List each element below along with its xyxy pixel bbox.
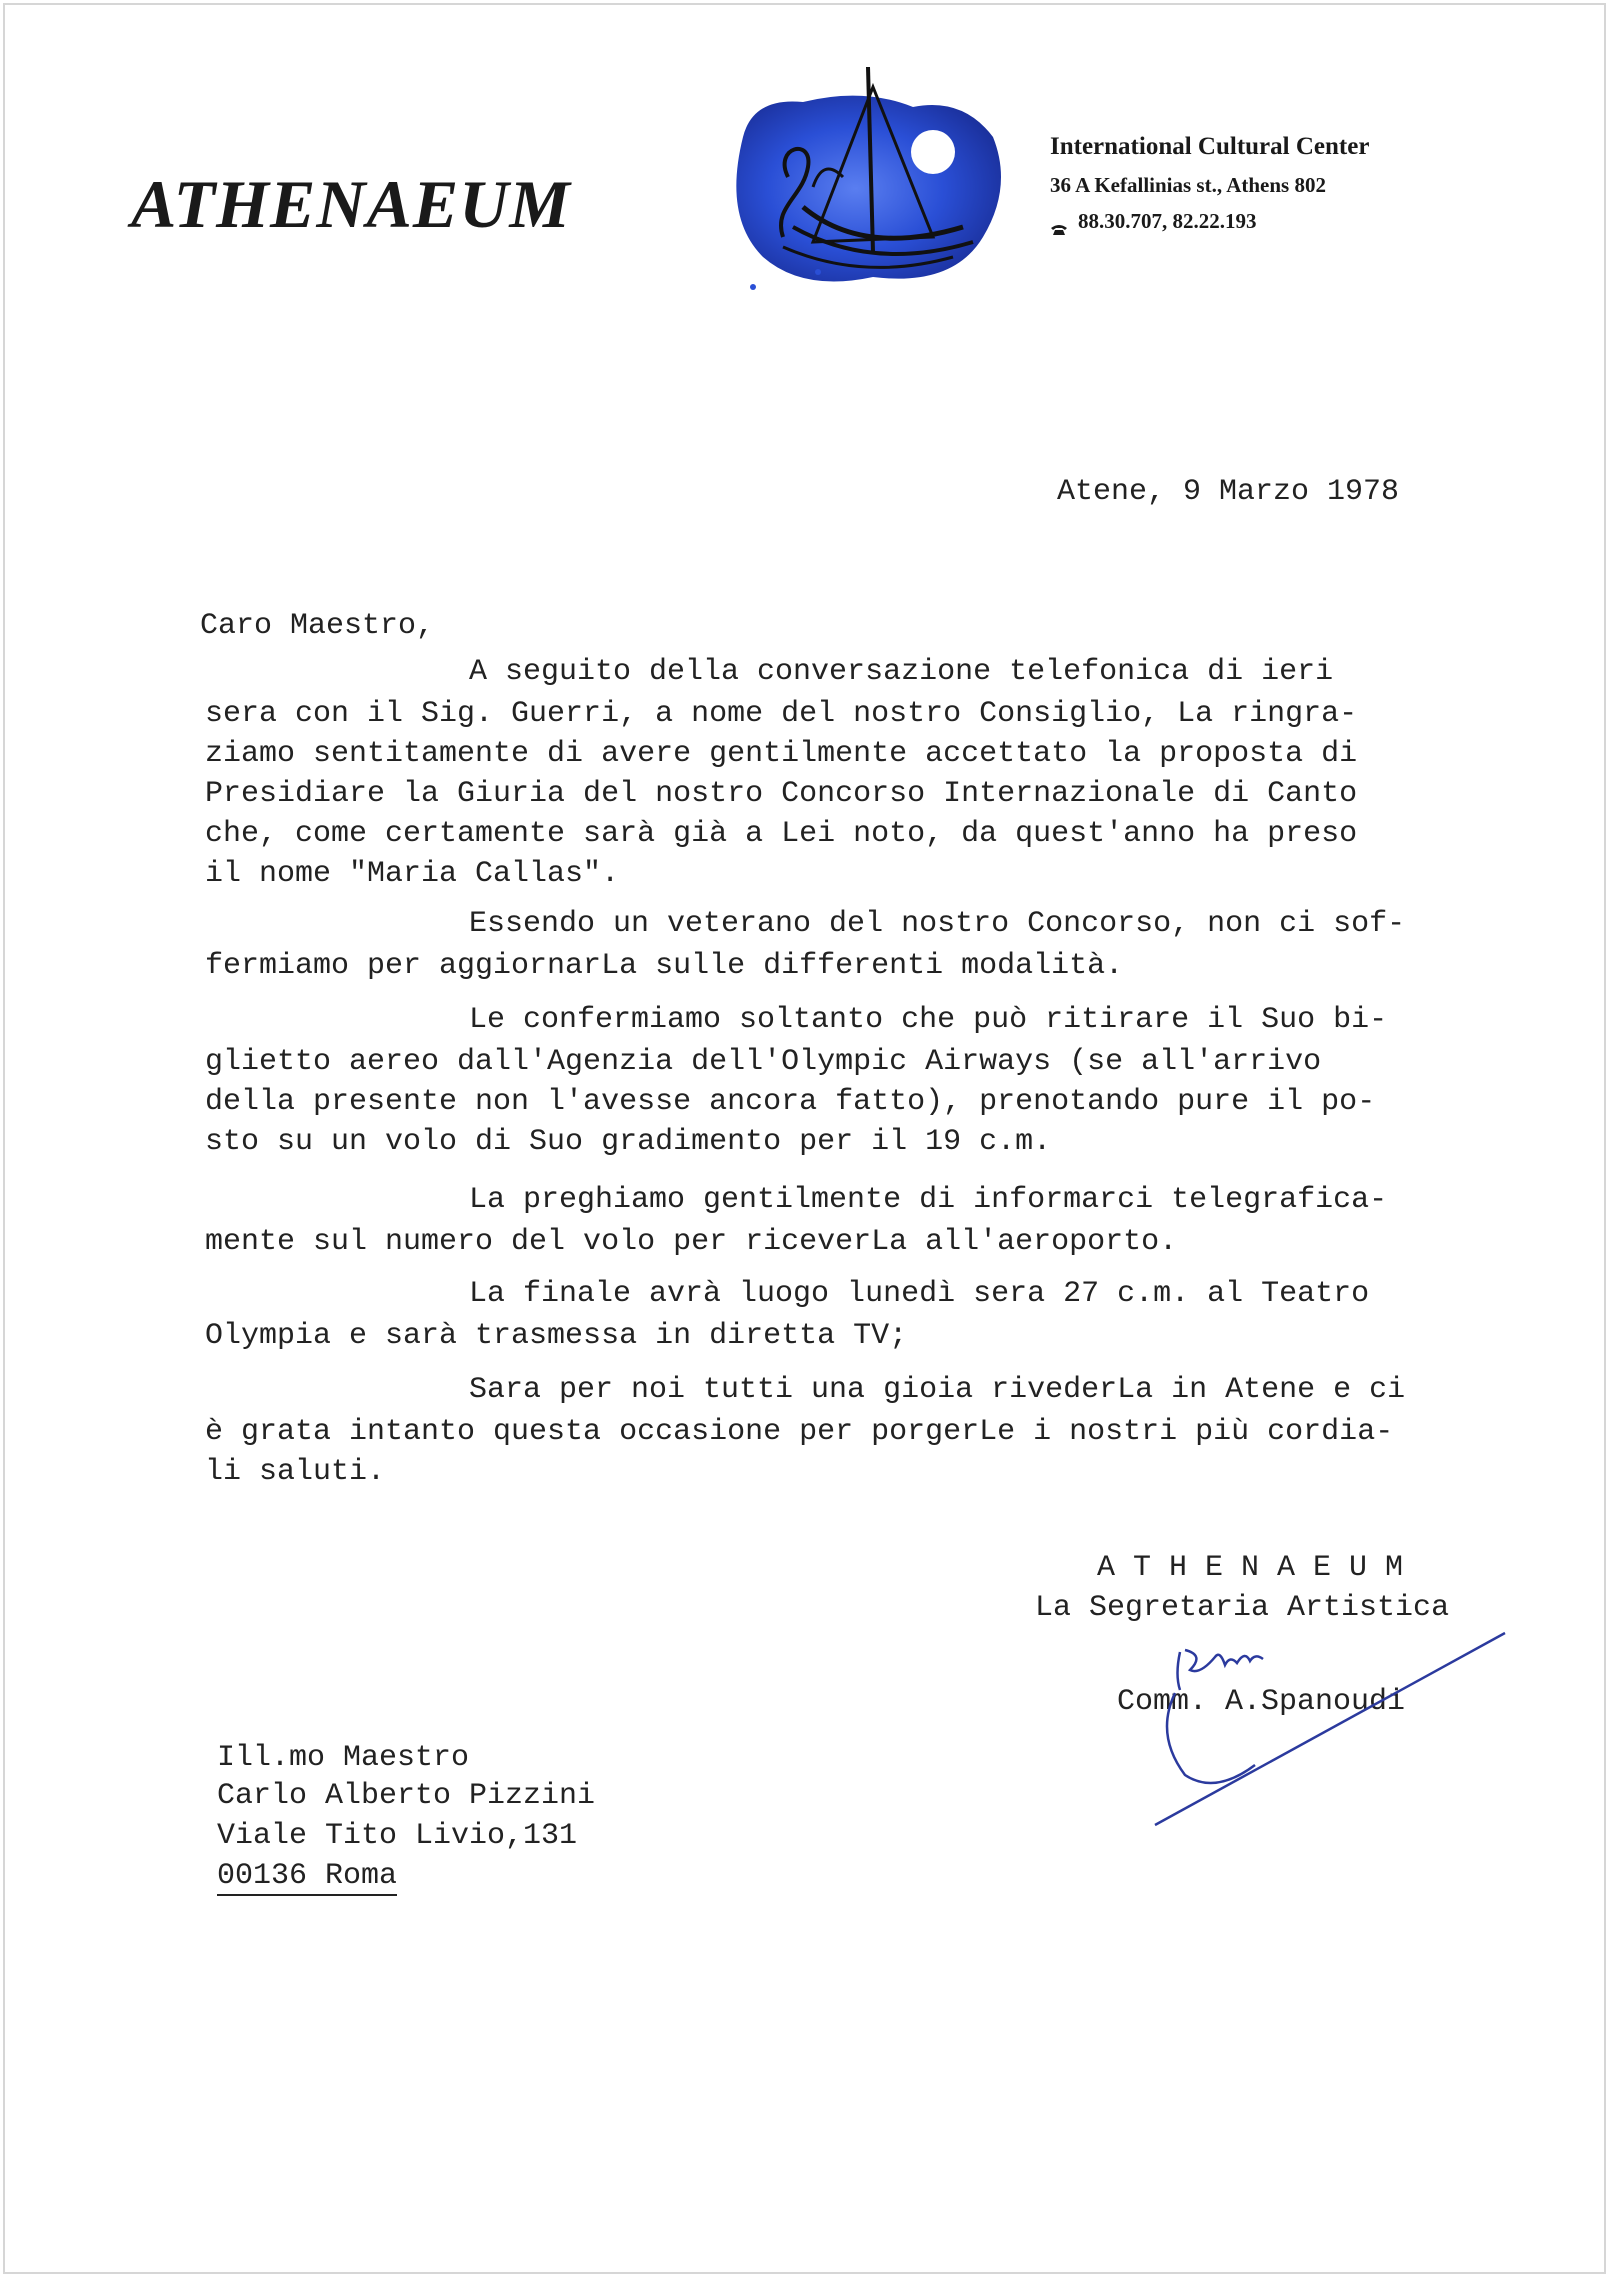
body-line: della presente non l'avesse ancora fatto), prenotando pure il po- <box>205 1085 1376 1119</box>
org-phone-line <box>1050 209 1257 234</box>
body-line: ziamo sentitamente di avere gentilmente accettato la proposta di <box>205 737 1358 771</box>
recipient-street: Viale Tito Livio,131 <box>217 1819 578 1853</box>
signature-name: Comm. A.Spanoudi <box>1117 1685 1406 1719</box>
body-line: Le confermiamo soltanto che può ritirare il Suo bi- <box>469 1003 1388 1037</box>
body-line: glietto aereo dall'Agenzia dell'Olympic Airways (se all'arrivo <box>205 1045 1322 1079</box>
org-address: 36 A Kefallinias st., Athens 802 <box>1050 173 1326 197</box>
body-line: mente sul numero del volo per riceverLa all'aeroporto. <box>205 1225 1178 1259</box>
signature-role: La Segretaria Artistica <box>1035 1591 1450 1625</box>
body-line: sera con il Sig. Guerri, a nome del nostro Consiglio, La ringra- <box>205 697 1358 731</box>
org-name: International Cultural Center <box>1050 133 1370 160</box>
body-line: La preghiamo gentilmente di informarci telegrafica- <box>469 1183 1388 1217</box>
body-line: A seguito della conversazione telefonica di ieri <box>469 655 1334 689</box>
recipient-city <box>217 1859 397 1893</box>
body-line: Olympia e sarà trasmessa in diretta TV; <box>205 1319 908 1353</box>
body-line: li saluti. <box>205 1455 386 1489</box>
music-sailboat-logo-icon <box>713 57 1013 297</box>
recipient-title: Ill.mo Maestro <box>217 1741 470 1775</box>
org-phone: 88.30.707, 82.22.193 <box>1078 209 1257 233</box>
body-line: Presidiare la Giuria del nostro Concorso Internazionale di Canto <box>205 777 1358 811</box>
recipient-name: Carlo Alberto Pizzini <box>217 1779 596 1813</box>
recipient-city-text: 00136 Roma <box>217 1859 397 1896</box>
body-line: il nome "Maria Callas". <box>205 857 620 891</box>
body-line: che, come certamente sarà già a Lei noto, da quest'anno ha preso <box>205 817 1358 851</box>
body-line: Essendo un veterano del nostro Concorso, non ci sof- <box>469 907 1406 941</box>
body-line: La finale avrà luogo lunedì sera 27 c.m. al Teatro <box>469 1277 1370 1311</box>
signature-org: A T H E N A E U M <box>1097 1551 1404 1585</box>
letter-page <box>3 3 1606 2274</box>
salutation: Caro Maestro, <box>200 609 435 643</box>
brand-title: ATHENAEUM <box>131 166 571 242</box>
letter-date: Atene, 9 Marzo 1978 <box>1057 475 1400 509</box>
telephone-icon <box>1050 217 1068 229</box>
body-line: Sara per noi tutti una gioia rivederLa in Atene e ci <box>469 1373 1406 1407</box>
body-line: sto su un volo di Suo gradimento per il 19 c.m. <box>205 1125 1052 1159</box>
handwritten-signature-icon <box>1145 1595 1515 1845</box>
body-line: fermiamo per aggiornarLa sulle differenti modalità. <box>205 949 1124 983</box>
body-line: è grata intanto questa occasione per porgerLe i nostri più cordia- <box>205 1415 1394 1449</box>
